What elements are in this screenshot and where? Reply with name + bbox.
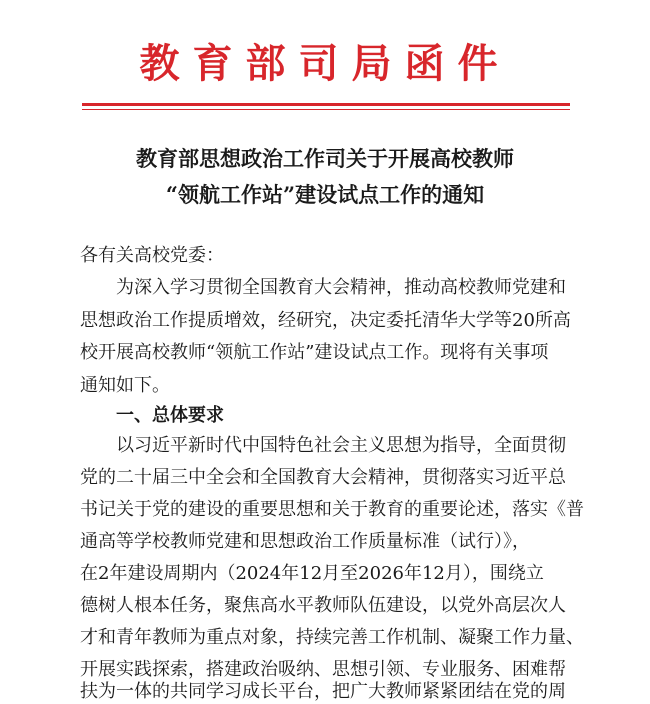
paragraph-line: 通高等学校教师党建和思想政治工作质量标准（试行）》，: [80, 531, 530, 552]
section-heading: 一、总体要求: [116, 405, 224, 426]
letterhead-title: 教育部司局函件: [139, 40, 511, 87]
paragraph-line: 通知如下。: [80, 375, 170, 396]
paragraph-line: 书记关于党的建设的重要思想和关于教育的重要论述，落实《普: [80, 499, 584, 520]
document-title-line-2: “领航工作站”建设试点工作的通知: [165, 182, 485, 207]
paragraph-line: 校开展高校教师“领航工作站”建设试点工作。现将有关事项: [80, 342, 549, 363]
salutation: 各有关高校党委：: [80, 245, 224, 266]
paragraph-line: 德树人根本任务，聚焦高水平教师队伍建设，以党外高层次人: [80, 595, 566, 616]
paragraph-line: 思想政治工作提质增效，经研究，决定委托清华大学等20所高: [80, 310, 571, 331]
paragraph-line: 开展实践探索，搭建政治吸纳、思想引领、专业服务、困难帮: [80, 659, 566, 680]
document-title-line-1: 教育部思想政治工作司关于开展高校教师: [136, 146, 514, 171]
paragraph-line: 党的二十届三中全会和全国教育大会精神，贯彻落实习近平总: [80, 467, 566, 488]
letterhead-rule-thin: [82, 109, 570, 110]
paragraph-line: 扶为一体的共同学习成长平台，把广大教师紧紧团结在党的周: [80, 681, 566, 702]
paragraph-line: 以习近平新时代中国特色社会主义思想为指导，全面贯彻: [116, 435, 566, 456]
letterhead-rule-thick: [82, 103, 570, 106]
paragraph-line: 在2年建设周期内（2024年12月至2026年12月），围绕立: [80, 563, 544, 584]
paragraph-line: 才和青年教师为重点对象，持续完善工作机制、凝聚工作力量、: [80, 627, 584, 648]
paragraph-line: 为深入学习贯彻全国教育大会精神，推动高校教师党建和: [116, 277, 566, 298]
